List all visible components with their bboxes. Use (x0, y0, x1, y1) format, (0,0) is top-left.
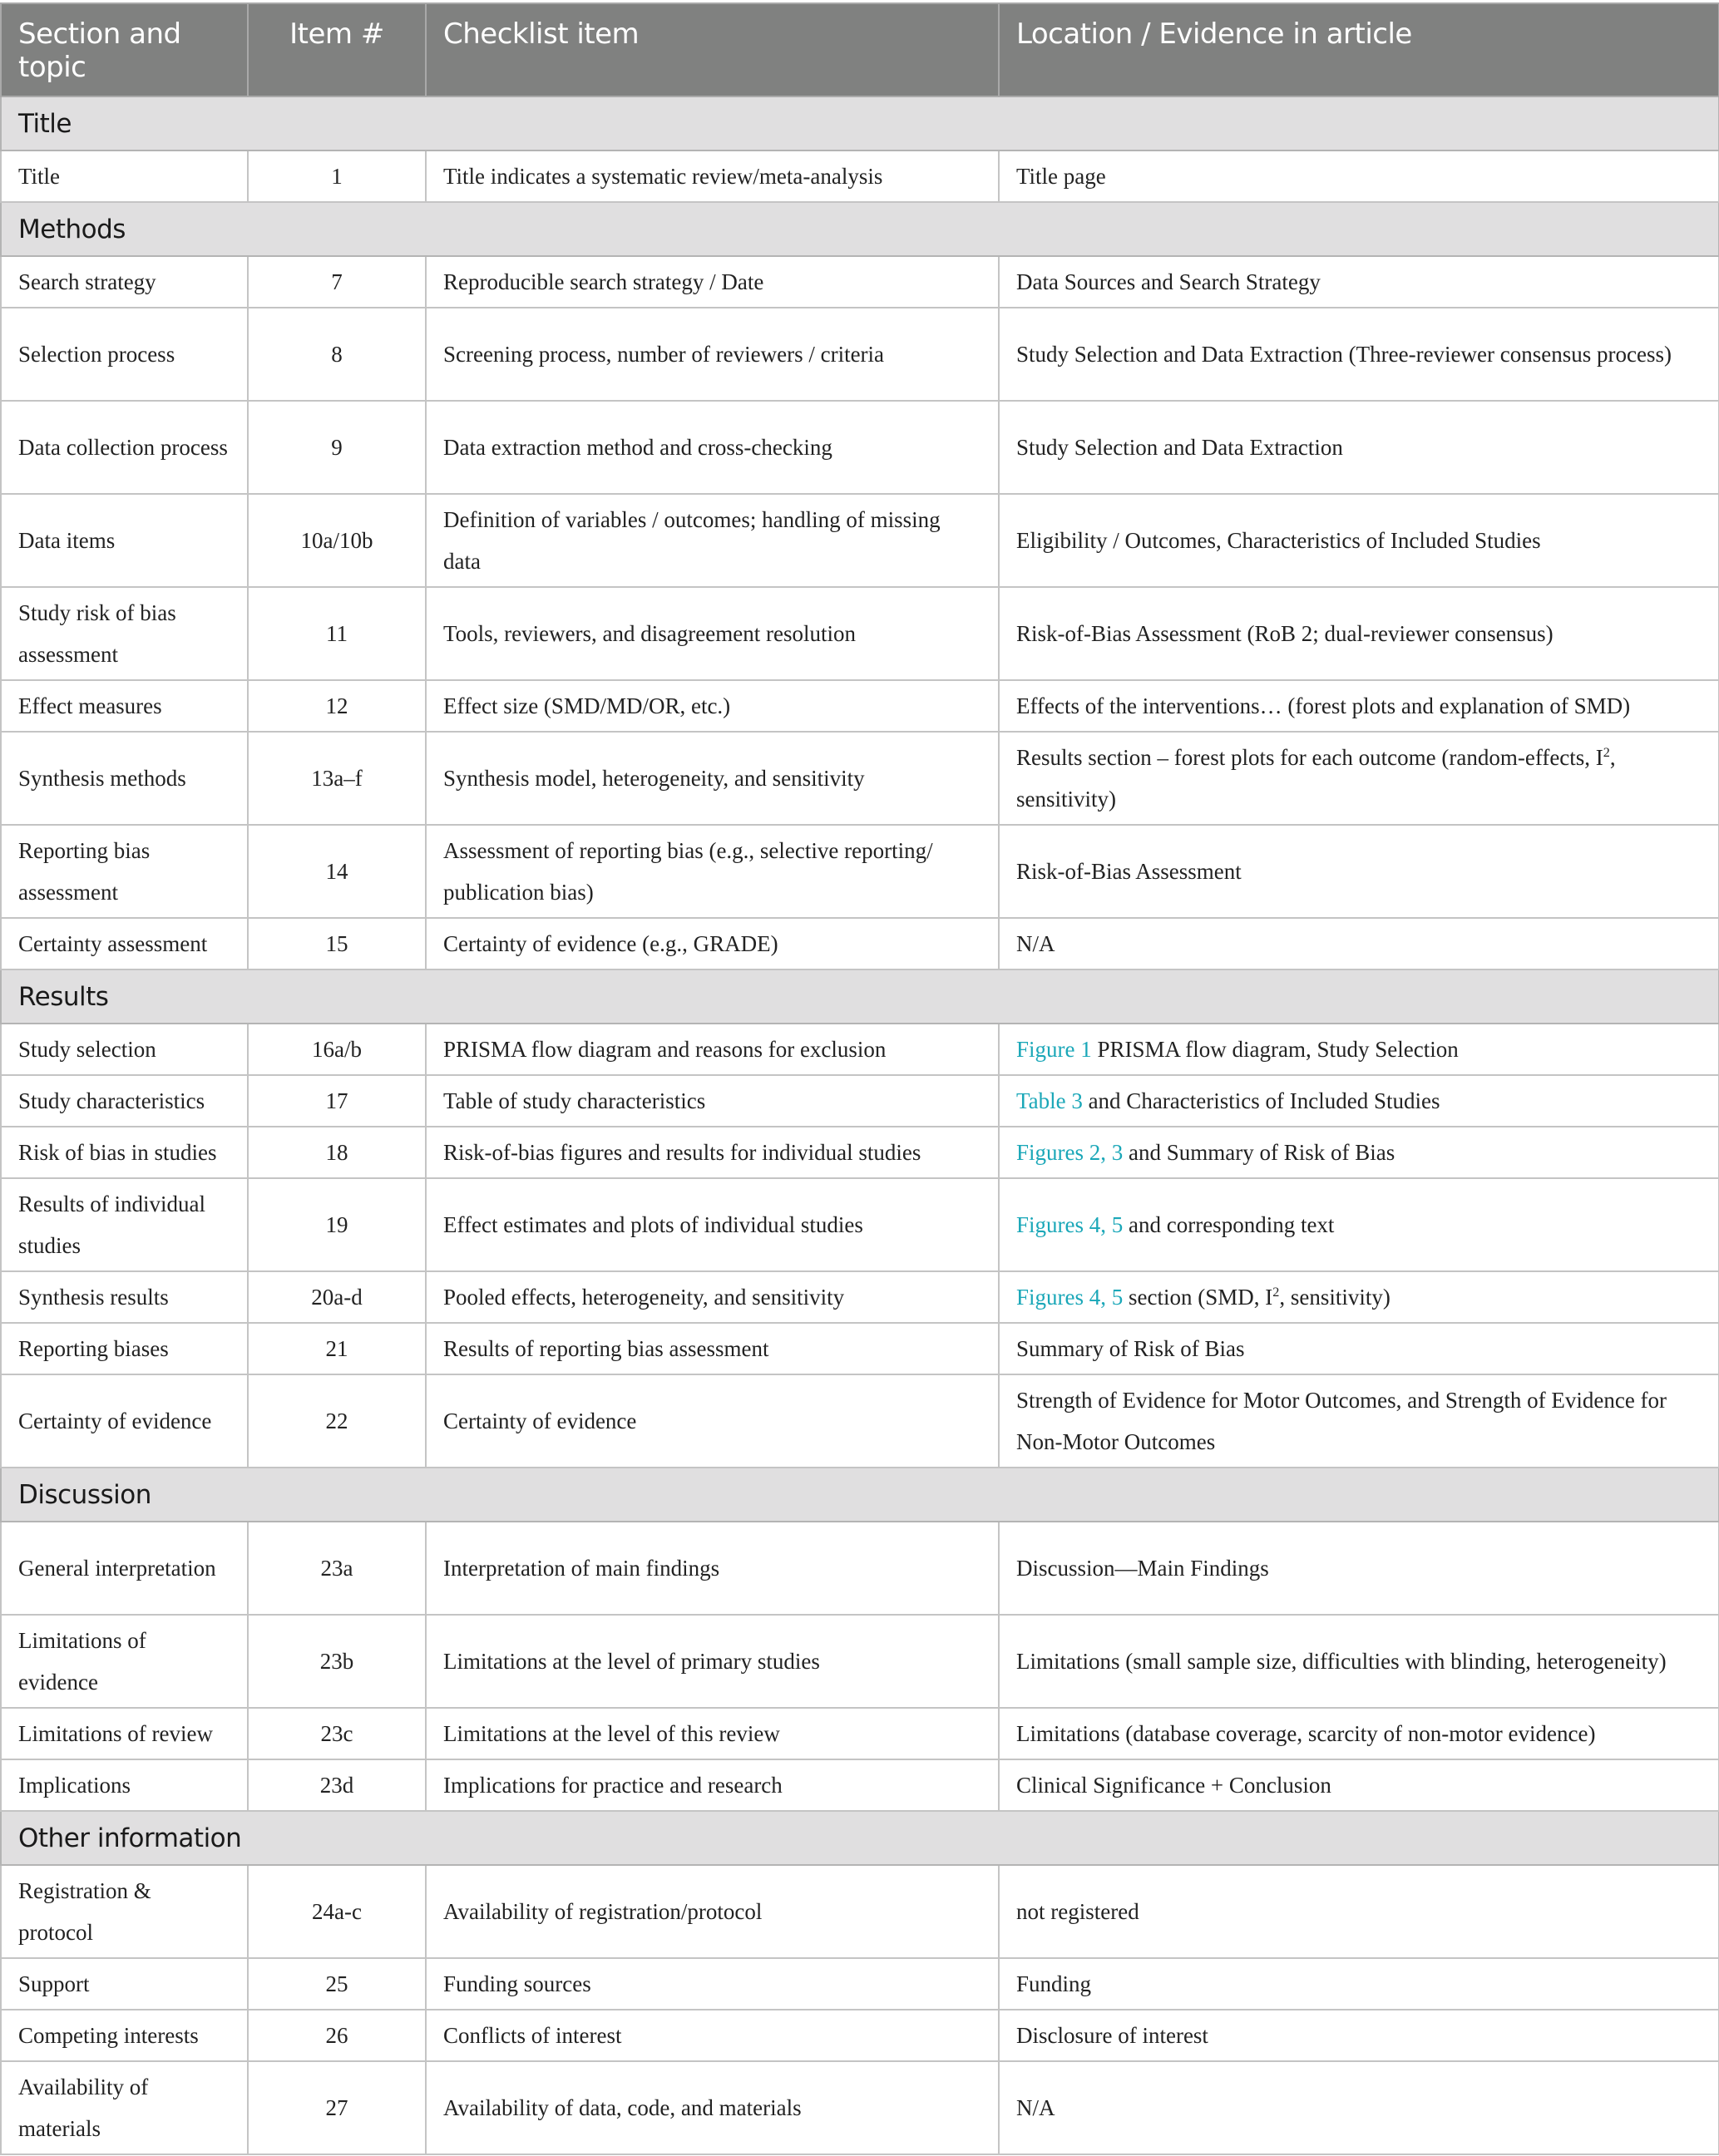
figure-reference-link[interactable]: Figures 4, 5 (1016, 1212, 1124, 1237)
table-row (1, 1024, 1719, 1075)
location-text: Study Selection and Data Extraction (Three-reviewer consensus process) (1016, 342, 1672, 367)
item-number-cell: 24a-c (248, 1865, 426, 1958)
figure-reference-link[interactable]: Figures 4, 5 (1016, 1285, 1124, 1310)
section-topic-cell: Title (1, 150, 248, 202)
location-text: Effects of the interventions… (forest plots and explanation of SMD) (1016, 693, 1631, 718)
item-number-cell: 16a/b (248, 1024, 426, 1075)
table-row (1, 2010, 1719, 2061)
header-checklist-item: Checklist item (426, 3, 999, 96)
table-row (1, 825, 1719, 918)
location-cell (999, 2061, 1719, 2154)
location-text: N/A (1016, 2095, 1055, 2120)
location-cell (999, 825, 1719, 918)
section-topic-cell: Availability of materials (1, 2061, 248, 2154)
location-text: and Summary of Risk of Bias (1123, 1140, 1395, 1165)
location-cell (999, 1522, 1719, 1615)
checklist-item-cell: Implications for practice and research (426, 1759, 999, 1811)
item-number-cell: 11 (248, 587, 426, 680)
location-cell (999, 308, 1719, 401)
section-topic-cell: General interpretation (1, 1522, 248, 1615)
item-number-cell: 23b (248, 1615, 426, 1708)
item-number-cell: 25 (248, 1958, 426, 2010)
location-cell (999, 1958, 1719, 2010)
section-topic-cell: Results of individual studies (1, 1178, 248, 1271)
section-topic-cell: Search strategy (1, 256, 248, 308)
section-row (1, 969, 1719, 1024)
table-row (1, 732, 1719, 825)
item-number-cell: 27 (248, 2061, 426, 2154)
location-text: and Characteristics of Included Studies (1082, 1088, 1440, 1113)
item-number-cell: 1 (248, 150, 426, 202)
location-cell (999, 1615, 1719, 1708)
section-topic-cell: Study selection (1, 1024, 248, 1075)
location-text: N/A (1016, 931, 1055, 956)
location-cell (999, 1075, 1719, 1127)
table-row (1, 1615, 1719, 1708)
header-item-number: Item # (248, 3, 426, 96)
location-text: Limitations (database coverage, scarcity of non-motor evidence) (1016, 1721, 1596, 1746)
checklist-item-cell: Interpretation of main findings (426, 1522, 999, 1615)
item-number-cell: 26 (248, 2010, 426, 2061)
section-topic-cell: Competing interests (1, 2010, 248, 2061)
location-text: Limitations (small sample size, difficulties with blinding, heterogeneity) (1016, 1649, 1667, 1674)
checklist-item-cell: Limitations at the level of primary studies (426, 1615, 999, 1708)
location-text: not registered (1016, 1899, 1139, 1924)
checklist-item-cell: Effect size (SMD/MD/OR, etc.) (426, 680, 999, 732)
location-cell (999, 918, 1719, 969)
checklist-item-cell: PRISMA flow diagram and reasons for exclusion (426, 1024, 999, 1075)
location-text: Strength of Evidence for Motor Outcomes, and Strength of Evidence for Non-Motor Outcomes (1016, 1388, 1667, 1454)
table-row (1, 401, 1719, 494)
table-row (1, 1075, 1719, 1127)
item-number-cell: 8 (248, 308, 426, 401)
location-text: Risk-of-Bias Assessment (1016, 859, 1242, 884)
section-title: Methods (1, 202, 1719, 256)
checklist-item-cell: Availability of data, code, and materials (426, 2061, 999, 2154)
section-topic-cell: Data items (1, 494, 248, 587)
table-row (1, 2061, 1719, 2154)
table-header (1, 3, 1719, 96)
item-number-cell: 20a-d (248, 1271, 426, 1323)
location-cell (999, 1865, 1719, 1958)
checklist-item-cell: Synthesis model, heterogeneity, and sensitivity (426, 732, 999, 825)
table-row (1, 1759, 1719, 1811)
prisma-checklist-table (0, 2, 1719, 2155)
location-text: Discussion—Main Findings (1016, 1556, 1269, 1581)
section-topic-cell: Certainty of evidence (1, 1374, 248, 1468)
item-number-cell: 12 (248, 680, 426, 732)
item-number-cell: 23d (248, 1759, 426, 1811)
section-title: Results (1, 969, 1719, 1024)
table-row (1, 1323, 1719, 1374)
checklist-item-cell: Definition of variables / outcomes; handling of missing data (426, 494, 999, 587)
table-row (1, 256, 1719, 308)
figure-reference-link[interactable]: Figures 2, 3 (1016, 1140, 1124, 1165)
checklist-item-cell: Title indicates a systematic review/meta-analysis (426, 150, 999, 202)
checklist-item-cell: Effect estimates and plots of individual studies (426, 1178, 999, 1271)
location-text: Summary of Risk of Bias (1016, 1336, 1245, 1361)
section-topic-cell: Study risk of bias assessment (1, 587, 248, 680)
item-number-cell: 18 (248, 1127, 426, 1178)
location-cell (999, 1708, 1719, 1759)
location-text: Disclosure of interest (1016, 2023, 1208, 2048)
section-topic-cell: Limitations of review (1, 1708, 248, 1759)
checklist-item-cell: Certainty of evidence (e.g., GRADE) (426, 918, 999, 969)
section-topic-cell: Risk of bias in studies (1, 1127, 248, 1178)
table-row (1, 587, 1719, 680)
location-cell (999, 732, 1719, 825)
location-text: Study Selection and Data Extraction (1016, 435, 1343, 460)
location-cell (999, 1759, 1719, 1811)
location-cell (999, 494, 1719, 587)
section-topic-cell: Certainty assessment (1, 918, 248, 969)
figure-reference-link[interactable]: Figure 1 (1016, 1037, 1092, 1062)
section-row (1, 202, 1719, 256)
section-topic-cell: Synthesis methods (1, 732, 248, 825)
table-row (1, 1522, 1719, 1615)
section-topic-cell: Support (1, 1958, 248, 2010)
checklist-item-cell: Results of reporting bias assessment (426, 1323, 999, 1374)
location-text: Results section – forest plots for each outcome (random-effects, $I^2$, sensitivity) (1016, 745, 1616, 812)
location-cell (999, 401, 1719, 494)
table-row (1, 680, 1719, 732)
location-text: Clinical Significance + Conclusion (1016, 1773, 1331, 1798)
location-text: and corresponding text (1123, 1212, 1335, 1237)
figure-reference-link[interactable]: Table 3 (1016, 1088, 1083, 1113)
section-title: Other information (1, 1811, 1719, 1865)
section-topic-cell: Synthesis results (1, 1271, 248, 1323)
checklist-item-cell: Table of study characteristics (426, 1075, 999, 1127)
header-location-evidence: Location / Evidence in article (999, 3, 1719, 96)
table-row (1, 1127, 1719, 1178)
location-cell (999, 680, 1719, 732)
item-number-cell: 14 (248, 825, 426, 918)
location-text: Funding (1016, 1971, 1092, 1996)
section-title: Discussion (1, 1468, 1719, 1522)
checklist-item-cell: Conflicts of interest (426, 2010, 999, 2061)
location-text: Eligibility / Outcomes, Characteristics of Included Studies (1016, 528, 1541, 553)
location-text: section (SMD, $I^2$, sensitivity) (1123, 1285, 1391, 1310)
item-number-cell: 23c (248, 1708, 426, 1759)
checklist-item-cell: Risk-of-bias figures and results for individual studies (426, 1127, 999, 1178)
section-topic-cell: Reporting biases (1, 1323, 248, 1374)
location-cell (999, 1271, 1719, 1323)
item-number-cell: 23a (248, 1522, 426, 1615)
section-topic-cell: Registration & protocol (1, 1865, 248, 1958)
section-topic-cell: Limitations of evidence (1, 1615, 248, 1708)
location-text: PRISMA flow diagram, Study Selection (1091, 1037, 1459, 1062)
table-row (1, 1178, 1719, 1271)
checklist-item-cell: Data extraction method and cross-checking (426, 401, 999, 494)
table-row (1, 1374, 1719, 1468)
item-number-cell: 19 (248, 1178, 426, 1271)
section-title: Title (1, 96, 1719, 150)
table-row (1, 1708, 1719, 1759)
checklist-item-cell: Pooled effects, heterogeneity, and sensitivity (426, 1271, 999, 1323)
section-topic-cell: Implications (1, 1759, 248, 1811)
location-cell (999, 1024, 1719, 1075)
location-cell (999, 1323, 1719, 1374)
item-number-cell: 13a–f (248, 732, 426, 825)
item-number-cell: 10a/10b (248, 494, 426, 587)
table-row (1, 150, 1719, 202)
location-text: Title page (1016, 164, 1106, 189)
location-cell (999, 1374, 1719, 1468)
item-number-cell: 9 (248, 401, 426, 494)
section-row (1, 1811, 1719, 1865)
checklist-item-cell: Tools, reviewers, and disagreement resolution (426, 587, 999, 680)
header-section-topic: Section and topic (1, 3, 248, 96)
superscript-two: 2 (1603, 745, 1610, 760)
section-topic-cell: Reporting bias assessment (1, 825, 248, 918)
section-topic-cell: Data collection process (1, 401, 248, 494)
checklist-item-cell: Certainty of evidence (426, 1374, 999, 1468)
table-row (1, 918, 1719, 969)
table-row (1, 1865, 1719, 1958)
item-number-cell: 17 (248, 1075, 426, 1127)
item-number-cell: 15 (248, 918, 426, 969)
item-number-cell: 22 (248, 1374, 426, 1468)
table-row (1, 494, 1719, 587)
item-number-cell: 21 (248, 1323, 426, 1374)
table-row (1, 1271, 1719, 1323)
superscript-two: 2 (1272, 1285, 1280, 1300)
location-text: Risk-of-Bias Assessment (RoB 2; dual-reviewer consensus) (1016, 621, 1554, 646)
location-cell (999, 2010, 1719, 2061)
table-row (1, 1958, 1719, 2010)
section-row (1, 96, 1719, 150)
location-cell (999, 256, 1719, 308)
checklist-item-cell: Assessment of reporting bias (e.g., selective reporting/ publication bias) (426, 825, 999, 918)
checklist-item-cell: Screening process, number of reviewers / criteria (426, 308, 999, 401)
section-row (1, 1468, 1719, 1522)
section-topic-cell: Study characteristics (1, 1075, 248, 1127)
section-topic-cell: Effect measures (1, 680, 248, 732)
item-number-cell: 7 (248, 256, 426, 308)
location-cell (999, 150, 1719, 202)
checklist-item-cell: Reproducible search strategy / Date (426, 256, 999, 308)
checklist-item-cell: Funding sources (426, 1958, 999, 2010)
section-topic-cell: Selection process (1, 308, 248, 401)
location-text: Data Sources and Search Strategy (1016, 269, 1321, 294)
location-cell (999, 1178, 1719, 1271)
checklist-item-cell: Availability of registration/protocol (426, 1865, 999, 1958)
table-body (1, 96, 1719, 2154)
location-cell (999, 587, 1719, 680)
table-row (1, 308, 1719, 401)
checklist-item-cell: Limitations at the level of this review (426, 1708, 999, 1759)
location-cell (999, 1127, 1719, 1178)
